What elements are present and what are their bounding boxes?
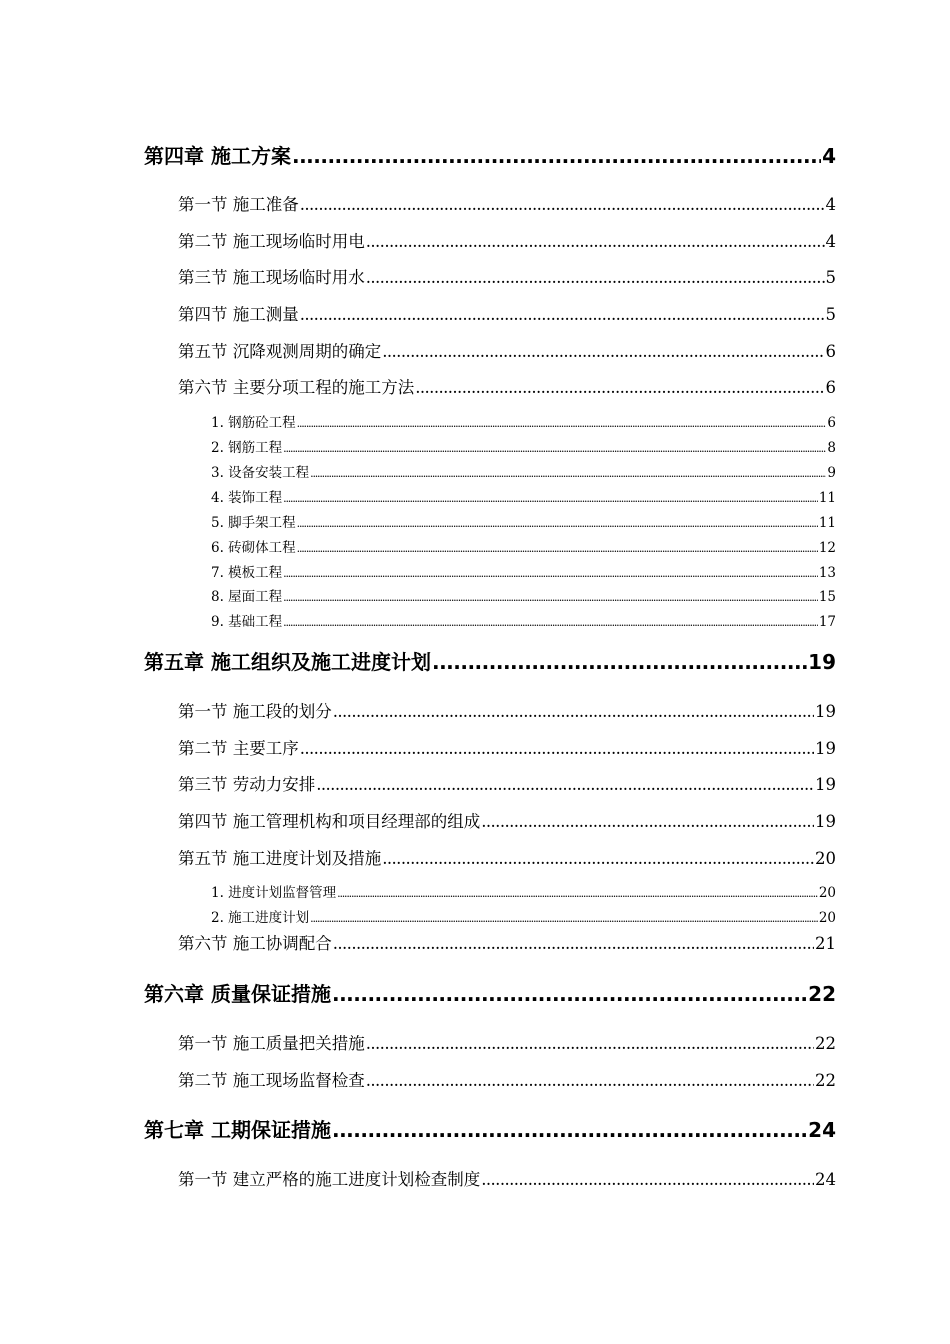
dot-leader <box>292 144 821 168</box>
dot-leader <box>481 812 814 831</box>
toc-label: 第三节 劳动力安排 <box>178 775 316 794</box>
toc-label: 第一节 施工段的划分 <box>178 702 332 721</box>
dot-leader <box>283 567 818 580</box>
toc-page-number: 24 <box>815 1170 836 1189</box>
dot-leader <box>297 517 818 530</box>
toc-page-number: 6 <box>825 378 836 397</box>
toc-label: 第一节 建立严格的施工进度计划检查制度 <box>178 1170 481 1189</box>
dot-leader <box>310 467 826 480</box>
toc-label: 第五章 施工组织及施工进度计划 <box>144 650 431 674</box>
toc-label: 第五节 沉降观测周期的确定 <box>178 342 382 361</box>
toc-section[interactable] <box>178 264 836 288</box>
toc-page-number: 4 <box>825 195 836 214</box>
dot-leader <box>333 702 814 721</box>
toc-section[interactable] <box>178 338 836 362</box>
toc-label: 第四章 施工方案 <box>144 144 291 168</box>
toc-label: 3. 设备安装工程 <box>211 465 310 481</box>
dot-leader <box>382 342 824 361</box>
toc-section[interactable] <box>178 1067 836 1091</box>
toc-label: 第二节 主要工序 <box>178 739 299 758</box>
dot-leader <box>283 442 826 455</box>
toc-label: 第六章 质量保证措施 <box>144 982 331 1006</box>
toc-label: 8. 屋面工程 <box>211 589 283 605</box>
toc-label: 7. 模板工程 <box>211 565 283 581</box>
toc-page-number: 11 <box>818 490 836 506</box>
toc-page-number: 4 <box>822 144 836 168</box>
toc-section[interactable] <box>178 698 836 722</box>
toc-item[interactable] <box>211 906 836 926</box>
toc-section[interactable] <box>178 1030 836 1054</box>
toc-section[interactable] <box>178 228 836 252</box>
toc-page-number: 6 <box>825 342 836 361</box>
toc-page-number: 22 <box>808 982 836 1006</box>
dot-leader <box>297 542 818 555</box>
toc-page-number: 19 <box>815 702 836 721</box>
toc-item[interactable] <box>211 561 836 581</box>
toc-page-number: 19 <box>815 739 836 758</box>
dot-leader <box>297 417 827 430</box>
toc-section[interactable] <box>178 808 836 832</box>
toc-chapter[interactable] <box>144 140 836 169</box>
dot-leader <box>415 378 824 397</box>
dot-leader <box>283 492 818 505</box>
dot-leader <box>366 1071 814 1090</box>
toc-label: 1. 钢筋砼工程 <box>211 415 296 431</box>
toc-label: 第四节 施工管理机构和项目经理部的组成 <box>178 812 481 831</box>
dot-leader <box>283 591 818 604</box>
toc-label: 第五节 施工进度计划及措施 <box>178 849 382 868</box>
toc-page-number: 24 <box>808 1118 836 1142</box>
toc-page-number: 12 <box>818 540 836 556</box>
toc-label: 6. 砖砌体工程 <box>211 540 296 556</box>
toc-page-number: 8 <box>827 440 836 456</box>
toc-item[interactable] <box>211 881 836 901</box>
toc-page-number: 22 <box>815 1034 836 1053</box>
toc-item[interactable] <box>211 511 836 531</box>
toc-section[interactable] <box>178 845 836 869</box>
toc-page-number: 17 <box>818 614 836 630</box>
toc-label: 第一节 施工准备 <box>178 195 299 214</box>
toc-label: 第六节 施工协调配合 <box>178 934 332 953</box>
toc-chapter[interactable] <box>144 978 836 1007</box>
dot-leader <box>481 1170 814 1189</box>
toc-item[interactable] <box>211 536 836 556</box>
toc-chapter[interactable] <box>144 646 836 675</box>
toc-page-number: 20 <box>818 885 836 901</box>
toc-section[interactable] <box>178 301 836 325</box>
toc-page-number: 13 <box>818 565 836 581</box>
toc-item[interactable] <box>211 436 836 456</box>
toc-page-number: 6 <box>827 415 836 431</box>
toc-label: 第二节 施工现场监督检查 <box>178 1071 365 1090</box>
toc-label: 4. 装饰工程 <box>211 490 283 506</box>
dot-leader <box>283 616 818 629</box>
toc-page-number: 20 <box>815 849 836 868</box>
dot-leader <box>300 195 825 214</box>
toc-page-number: 19 <box>808 650 836 674</box>
dot-leader <box>333 934 814 953</box>
toc-label: 第六节 主要分项工程的施工方法 <box>178 378 415 397</box>
toc-label: 9. 基础工程 <box>211 614 283 630</box>
toc-chapter[interactable] <box>144 1114 836 1143</box>
toc-page-number: 9 <box>827 465 836 481</box>
toc-page-number: 20 <box>818 910 836 926</box>
toc-item[interactable] <box>211 486 836 506</box>
toc-section[interactable] <box>178 191 836 215</box>
toc-item[interactable] <box>211 461 836 481</box>
toc-page-number: 4 <box>825 232 836 251</box>
toc-label: 第七章 工期保证措施 <box>144 1118 331 1142</box>
toc-page-number: 15 <box>818 589 836 605</box>
toc-label: 1. 进度计划监督管理 <box>211 885 337 901</box>
toc-label: 第一节 施工质量把关措施 <box>178 1034 365 1053</box>
toc-section[interactable] <box>178 374 836 398</box>
toc-section[interactable] <box>178 1166 836 1190</box>
dot-leader <box>382 849 814 868</box>
dot-leader <box>366 268 825 287</box>
toc-page-number: 21 <box>815 934 836 953</box>
toc-page-number: 22 <box>815 1071 836 1090</box>
toc-item[interactable] <box>211 610 836 630</box>
toc-page-number: 11 <box>818 515 836 531</box>
toc-page-number: 19 <box>815 812 836 831</box>
dot-leader <box>300 739 814 758</box>
dot-leader <box>337 887 818 900</box>
toc-item[interactable] <box>211 585 836 605</box>
dot-leader <box>316 775 814 794</box>
toc-label: 第二节 施工现场临时用电 <box>178 232 365 251</box>
toc-label: 第四节 施工测量 <box>178 305 299 324</box>
toc-page-number: 5 <box>825 305 836 324</box>
toc-label: 2. 施工进度计划 <box>211 910 310 926</box>
toc-page-number: 19 <box>815 775 836 794</box>
dot-leader <box>300 305 825 324</box>
dot-leader <box>366 232 825 251</box>
toc-section[interactable] <box>178 771 836 795</box>
toc-label: 第三节 施工现场临时用水 <box>178 268 365 287</box>
toc-page-number: 5 <box>825 268 836 287</box>
dot-leader <box>332 982 807 1006</box>
toc-section[interactable] <box>178 930 836 954</box>
toc-section[interactable] <box>178 735 836 759</box>
toc-item[interactable] <box>211 411 836 431</box>
toc-label: 2. 钢筋工程 <box>211 440 283 456</box>
dot-leader <box>332 1118 807 1142</box>
dot-leader <box>432 650 807 674</box>
toc-label: 5. 脚手架工程 <box>211 515 296 531</box>
dot-leader <box>310 912 818 925</box>
dot-leader <box>366 1034 814 1053</box>
